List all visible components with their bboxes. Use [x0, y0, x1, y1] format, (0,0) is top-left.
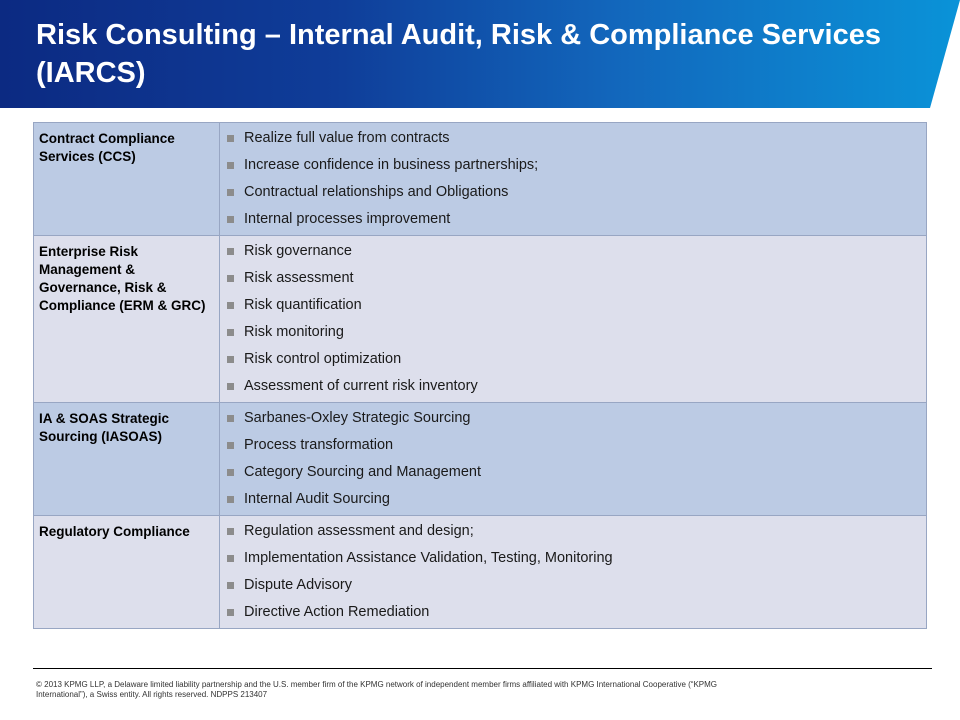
list-item-text: Risk assessment: [244, 270, 354, 286]
square-bullet-icon: [227, 496, 234, 503]
square-bullet-icon: [227, 442, 234, 449]
list-item-text: Directive Action Remediation: [244, 604, 430, 620]
square-bullet-icon: [227, 248, 234, 255]
copyright-notice: © 2013 KPMG LLP, a Delaware limited liability partnership and the U.S. member firm of the KPMG network of independent member firms affiliated with KPMG International Cooperative (“KPMG International”), a Swiss entity. All rights reserved. NDPPS 213407: [36, 680, 718, 699]
list-item: [227, 321, 926, 348]
table-row: [34, 123, 927, 236]
services-table: [33, 122, 927, 629]
list-item-text: Realize full value from contracts: [244, 130, 450, 146]
list-item-text: Contractual relationships and Obligations: [244, 184, 509, 200]
service-label-cell: [34, 403, 220, 516]
list-item: [227, 434, 926, 461]
square-bullet-icon: [227, 189, 234, 196]
bullet-list: [220, 516, 926, 628]
service-label-cell: [34, 123, 220, 236]
table-row: [34, 236, 927, 403]
square-bullet-icon: [227, 582, 234, 589]
list-item-text: Dispute Advisory: [244, 577, 352, 593]
square-bullet-icon: [227, 162, 234, 169]
list-item-text: Risk control optimization: [244, 351, 402, 367]
service-items-cell: [220, 236, 927, 403]
bullet-list: [220, 403, 926, 515]
list-item-text: Implementation Assistance Validation, Testing, Monitoring: [244, 550, 613, 566]
square-bullet-icon: [227, 469, 234, 476]
list-item: [227, 488, 926, 515]
list-item: [227, 348, 926, 375]
list-item: [227, 240, 926, 267]
footer-divider: [33, 668, 932, 669]
bullet-list: [220, 123, 926, 235]
square-bullet-icon: [227, 356, 234, 363]
square-bullet-icon: [227, 329, 234, 336]
list-item-text: Internal processes improvement: [244, 211, 451, 227]
list-item-text: Increase confidence in business partnerships;: [244, 157, 539, 173]
service-label: Regulatory Compliance: [39, 524, 190, 539]
square-bullet-icon: [227, 216, 234, 223]
list-item: [227, 375, 926, 402]
list-item: [227, 601, 926, 628]
square-bullet-icon: [227, 383, 234, 390]
service-label-cell: [34, 236, 220, 403]
list-item-text: Risk monitoring: [244, 324, 344, 340]
list-item-text: Risk quantification: [244, 297, 362, 313]
list-item-text: Risk governance: [244, 243, 352, 259]
square-bullet-icon: [227, 135, 234, 142]
service-label: Contract Compliance Services (CCS): [39, 131, 175, 164]
list-item: [227, 294, 926, 321]
list-item-text: Internal Audit Sourcing: [244, 491, 390, 507]
list-item: [227, 181, 926, 208]
service-items-cell: [220, 123, 927, 236]
list-item: [227, 461, 926, 488]
service-label: Enterprise Risk Management & Governance, Risk & Compliance (ERM & GRC): [39, 244, 206, 313]
service-items-cell: [220, 403, 927, 516]
square-bullet-icon: [227, 528, 234, 535]
list-item: [227, 574, 926, 601]
list-item: [227, 547, 926, 574]
list-item: [227, 154, 926, 181]
list-item: [227, 520, 926, 547]
table-row: [34, 516, 927, 629]
square-bullet-icon: [227, 555, 234, 562]
list-item: [227, 208, 926, 235]
list-item-text: Assessment of current risk inventory: [244, 378, 478, 394]
list-item-text: Process transformation: [244, 437, 394, 453]
square-bullet-icon: [227, 275, 234, 282]
square-bullet-icon: [227, 415, 234, 422]
table-row: [34, 403, 927, 516]
list-item-text: Category Sourcing and Management: [244, 464, 481, 480]
bullet-list: [220, 236, 926, 402]
service-label-cell: [34, 516, 220, 629]
list-item: [227, 267, 926, 294]
service-items-cell: [220, 516, 927, 629]
list-item-text: Sarbanes-Oxley Strategic Sourcing: [244, 410, 471, 426]
list-item: [227, 407, 926, 434]
list-item-text: Regulation assessment and design;: [244, 523, 474, 539]
square-bullet-icon: [227, 609, 234, 616]
service-label: IA & SOAS Strategic Sourcing (IASOAS): [39, 411, 170, 444]
square-bullet-icon: [227, 302, 234, 309]
list-item: [227, 127, 926, 154]
page-title: Risk Consulting – Internal Audit, Risk & Compliance Services (IARCS): [36, 19, 881, 89]
